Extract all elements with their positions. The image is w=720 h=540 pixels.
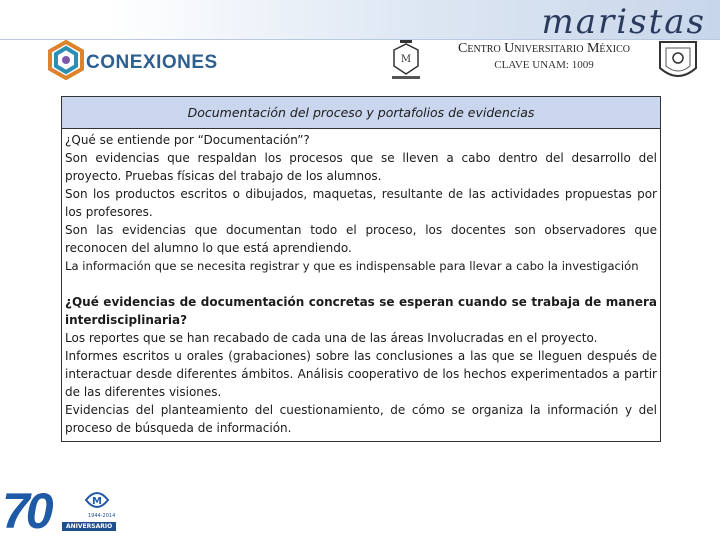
anniversary-emblem-icon [82, 486, 112, 514]
clave-unam: CLAVE UNAM: 1009 [494, 59, 594, 71]
maristas-wordmark: maristas [541, 2, 706, 42]
svg-text:M: M [400, 54, 412, 65]
conexiones-logo-text: CONEXIONES [86, 52, 218, 73]
section2-paragraph: Los reportes que se han recabado de cada una de las áreas Involucradas en el proyecto. [65, 331, 598, 345]
table-title: Documentación del proceso y portafolios de evidencias [62, 97, 660, 129]
section1-paragraph: Son los productos escritos o dibujados, maquetas, resultante de las actividades propuestas por los profesores. [65, 187, 657, 219]
unam-seal-icon [656, 38, 700, 86]
marist-crest-icon [386, 38, 426, 82]
anniversary-logo [0, 482, 150, 540]
conexiones-logo [46, 38, 218, 82]
section-gap [65, 275, 657, 293]
table-content [62, 129, 660, 437]
section2-question: ¿Qué evidencias de documentación concretas se esperan cuando se trabaja de manera interdisciplinaria? [65, 295, 657, 327]
conexiones-emblem-icon [46, 40, 86, 80]
section1-paragraph: Son evidencias que respaldan los procesos que se lleven a cabo dentro del desarrollo del proyecto. Pruebas físicas del trabajo de los alumnos. [65, 151, 657, 183]
evidence-table [61, 96, 661, 442]
anniversary-years: 1944-2014 [88, 513, 116, 519]
anniversary-number: 70 [2, 483, 50, 539]
section1-question: ¿Qué se entiende por “Documentación”? [65, 133, 310, 147]
anniversary-label: ANIVERSARIO [62, 522, 116, 531]
section2-paragraph: Evidencias del planteamiento del cuestionamiento, de cómo se organiza la información y del proceso de búsqueda de información. [65, 403, 657, 435]
svg-text:M: M [92, 496, 102, 507]
section1-paragraph: Son las evidencias que documentan todo el proceso, los docentes son observadores que reconocen del alumno lo que está aprendiendo. [65, 223, 657, 255]
section1-paragraph: La información que se necesita registrar y que es indispensable para llevar a cabo la investigación [65, 259, 639, 273]
section2-paragraph: Informes escritos u orales (grabaciones) sobre las conclusiones a las que se lleguen después de interactuar desde diferentes ámbitos. Análisis cooperativo de los hechos experimentados a partir de las diferentes visiones. [65, 349, 657, 399]
institution-name: Centro Universitario México [458, 41, 630, 56]
